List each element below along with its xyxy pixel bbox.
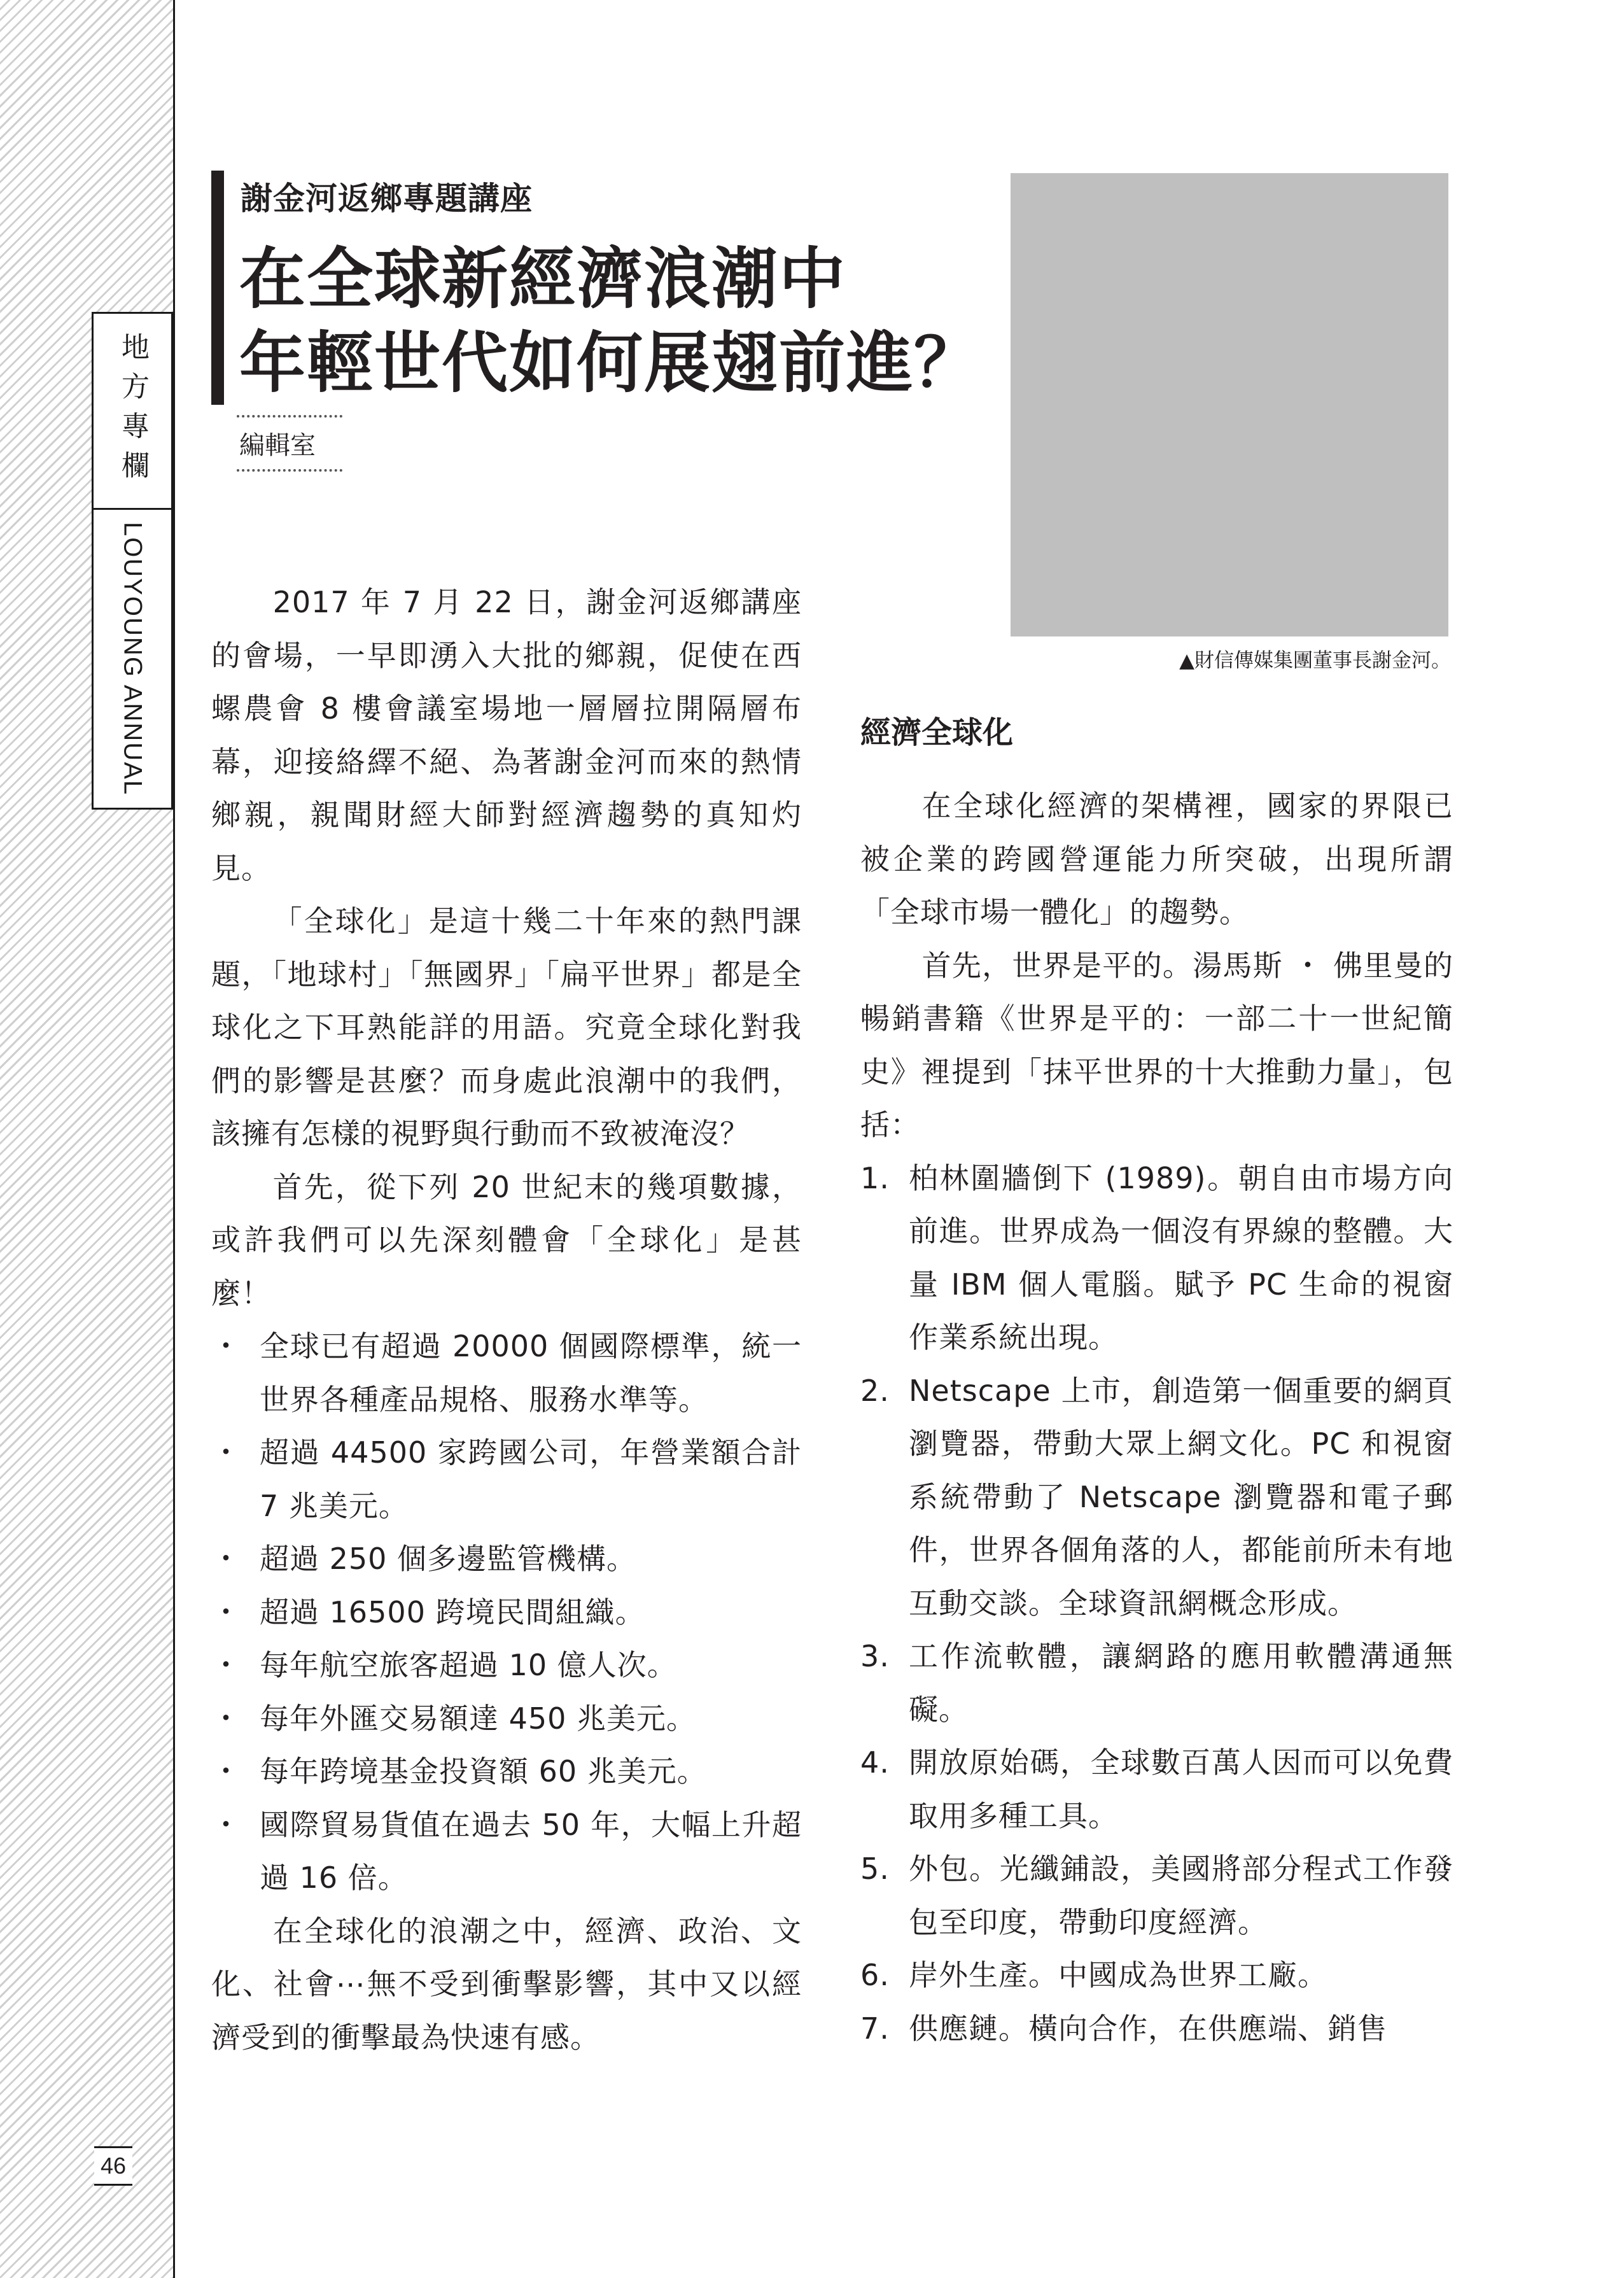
bullet-mark: ・ [211,1701,241,1736]
bullet-mark: ・ [211,1435,241,1470]
series-title: 謝金河返鄉專題講座 [241,179,533,217]
annual-label-box [94,508,171,810]
speaker-photo [1011,173,1448,636]
title-accent-bar [211,171,224,405]
list-number: 7. [860,2011,890,2046]
list-item: ・ 全球已有超過 20000 個國際標準，統一世界各種產品規格、服務水準等。 [211,1320,802,1426]
bullet-mark: ・ [211,1329,241,1363]
list-item: 5. 外包。光纖鋪設，美國將部分程式工作發包至印度，帶動印度經濟。 [860,1843,1453,1949]
forces-list [860,1152,1453,2056]
paragraph: 在全球化經濟的架構裡，國家的界限已被企業的跨國營運能力所突破，出現所謂「全球市場一體化」的趨勢。 [860,789,1453,929]
author-byline: 編輯室 [237,415,342,472]
list-item: 7. 供應鏈。橫向合作，在供應端、銷售 [860,2002,1453,2056]
bullet-mark: ・ [211,1542,241,1576]
list-number: 6. [860,1958,890,1992]
list-item: 3. 工作流軟體，讓網路的應用軟體溝通無礙。 [860,1630,1453,1736]
section-heading: 經濟全球化 [860,715,1014,750]
list-item: ・ 超過 44500 家跨國公司，年營業額合計 7 兆美元。 [211,1426,802,1533]
paragraph: 2017 年 7 月 22 日，謝金河返鄉講座的會場，一早即湧入大批的鄉親，促使在西螺農會 8 樓會議室場地一層層拉開隔層布幕，迎接絡繹不絕、為著謝金河而來的熱情鄉親，親聞財經大師對經濟趨勢的真知灼見。 [211,585,802,885]
paragraph: 首先，世界是平的。湯馬斯 ・ 佛里曼的暢銷書籍《世界是平的：一部二十一世紀簡史》裡提到「抹平世界的十大推動力量」，包括： [860,948,1453,1142]
bullet-mark: ・ [211,1648,241,1682]
photo-caption: ▲財信傳媒集團董事長謝金河。 [1179,649,1451,672]
bullet-mark: ・ [211,1754,241,1789]
list-item: ・ 國際貿易貨值在過去 50 年，大幅上升超過 16 倍。 [211,1799,802,1905]
bullet-mark: ・ [211,1807,241,1842]
list-item: 1. 柏林圍牆倒下 (1989)。朝自由市場方向前進。世界成為一個沒有界線的整體。大量 IBM 個人電腦。賦予 PC 生命的視窗作業系統出現。 [860,1152,1453,1365]
list-number: 3. [860,1639,890,1673]
list-item: ・ 每年航空旅客超過 10 億人次。 [211,1639,802,1692]
list-item: ・ 超過 16500 跨境民間組織。 [211,1586,802,1640]
list-item: 6. 岸外生產。中國成為世界工廠。 [860,1949,1453,2002]
list-number: 2. [860,1373,890,1408]
list-number: 4. [860,1745,890,1780]
page-number: 46 [94,2146,132,2186]
paragraph: 首先，從下列 20 世紀末的幾項數據，或許我們可以先深刻體會「全球化」是甚麼！ [211,1169,802,1311]
list-item: ・ 每年跨境基金投資額 60 兆美元。 [211,1745,802,1799]
list-number: 1. [860,1160,890,1195]
paragraph: 在全球化的浪潮之中，經濟、政治、文化、社會⋯無不受到衝擊影響，其中又以經濟受到的衝擊最為快速有感。 [211,1913,802,2055]
column-label-box [94,314,171,510]
annual-label: LOUYOUNG ANNUAL [118,521,147,796]
article-title-line-2: 年輕世代如何展翅前進？ [239,323,982,402]
left-column [211,576,802,2064]
list-item: ・ 每年外匯交易額達 450 兆美元。 [211,1692,802,1746]
list-item: ・ 超過 250 個多邊監管機構。 [211,1533,802,1586]
article-title-line-1: 在全球新經濟浪潮中 [239,239,847,318]
list-item: 2. Netscape 上市，創造第一個重要的網頁瀏覽器，帶動大眾上網文化。PC 和視窗系統帶動了 Netscape 瀏覽器和電子郵件，世界各個角落的人，都能前所未有地互動交談。全球資訊網概念形成。 [860,1365,1453,1631]
statistics-list [211,1320,802,1905]
article-title [239,237,981,405]
paragraph: 「全球化」是這十幾二十年來的熱門課題，「地球村」「無國界」「扁平世界」都是全球化之下耳熟能詳的用語。究竟全球化對我們的影響是甚麼？而身處此浪潮中的我們，該擁有怎樣的視野與行動而不致被淹沒？ [211,904,802,1151]
bullet-mark: ・ [211,1594,241,1629]
column-label: 地方專欄 [116,332,149,490]
right-column [860,780,1453,2055]
list-number: 5. [860,1852,890,1886]
list-item: 4. 開放原始碼，全球數百萬人因而可以免費取用多種工具。 [860,1736,1453,1843]
column-tab [92,312,173,810]
